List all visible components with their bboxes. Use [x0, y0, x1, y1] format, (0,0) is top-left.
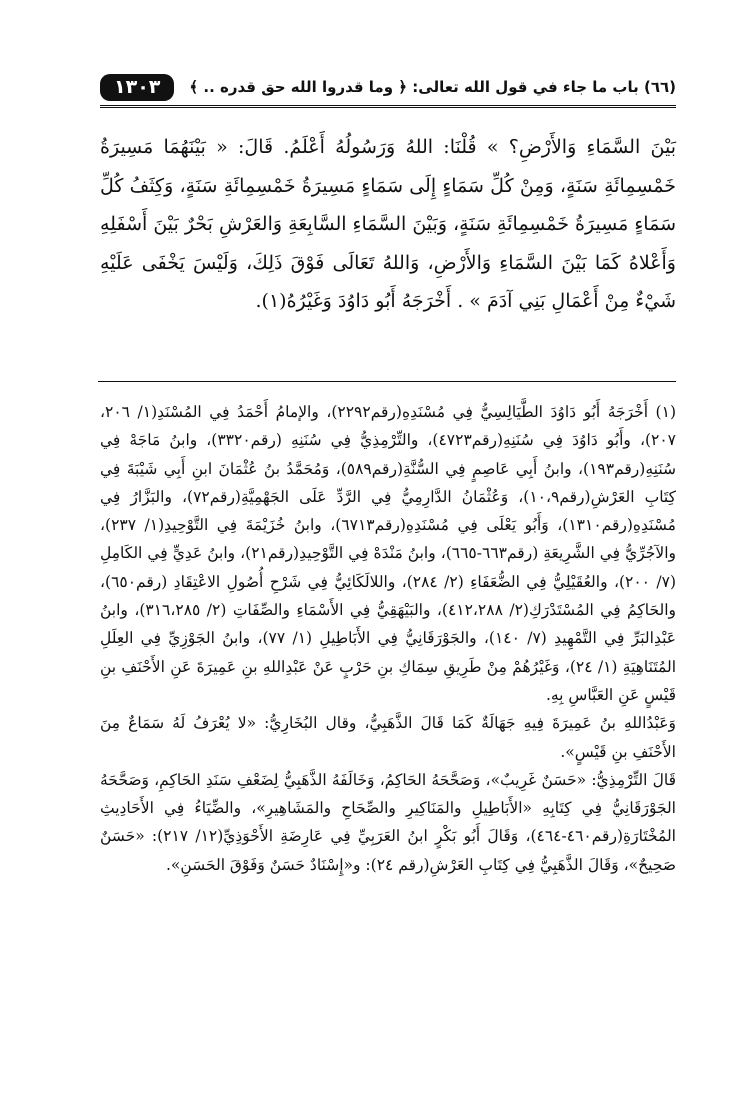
page-header — [100, 72, 676, 102]
footnote-divider — [98, 381, 676, 382]
main-paragraph: بَيْنَ السَّمَاءِ وَالأَرْضِ؟ » قُلْنَا: اللهُ وَرَسُولُهُ أَعْلَمُ. قَالَ: « بَيْنَهُمَا مَسِيرَةُ خَمْسِمِائَةِ سَنَةٍ، وَمِنْ كُلِّ سَمَاءٍ إِلَى سَمَاءٍ مَسِيرَةُ خَمْسِمِائَةِ سَنَةٍ، وَكِثَفُ كُلِّ سَمَاءٍ مَسِيرَةُ خَمْسِمِائَةِ سَنَةٍ، وَبَيْنَ السَّمَاءِ السَّابِعَةِ وَالعَرْشِ بَحْرٌ بَيْنَ أَسْفَلِهِ وَأَعْلاهُ كَمَا بَيْنَ السَّمَاءِ وَالأَرْضِ، وَاللهُ تَعَالَى فَوْقَ ذَلِكَ، وَلَيْسَ يَخْفَى عَلَيْهِ شَيْءٌ مِنْ أَعْمَالِ بَنِي آدَمَ » . أَخْرَجَهُ أَبُو دَاوُدَ وَغَيْرُهُ(١). — [100, 136, 676, 312]
main-text — [100, 128, 676, 321]
footnote-paragraph: (١) أَخْرَجَهُ أَبُو دَاوُدَ الطَّيَالِسِيُّ فِي مُسْنَدِهِ(رقم٢٢٩٢)، والإمامُ أَحْمَدُ فِي المُسْنَدِ(١/ ٢٠٦، ٢٠٧)، وأَبُو دَاوُدَ فِي سُنَنِهِ(رقم٤٧٢٣)، والتِّرْمِذِيُّ فِي سُنَنِهِ (رقم٣٣٢٠)، وابنُ مَاجَهْ فِي سُنَنِهِ(رقم١٩٣)، وابنُ أَبِي عَاصِمٍ فِي السُّنَّةِ(رقم٥٨٩)، وَمُحَمَّدُ بنُ عُثْمَانَ ابنِ أَبِي شَيْبَةَ فِي كِتَابِ العَرْشِ(رقم١٠،٩)، وَعُثْمَانُ الدَّارِمِيُّ فِي الرَّدِّ عَلَى الجَهْمِيَّةِ(رقم٧٢)، والبَزَّارُ فِي مُسْنَدِهِ(رقم١٣١٠)، وَأَبُو يَعْلَى فِي مُسْنَدِهِ(رقم٦٧١٣)، وابنُ خُزَيْمَةَ فِي التَّوْحِيدِ(١/ ٢٣٧)، والآجُرِّيُّ فِي الشَّرِيعَةِ (رقم٦٦٣-٦٦٥)، وابنُ مَنْدَهْ فِي التَّوْحِيدِ(رقم٢١)، وابنُ عَدِيٍّ فِي الكَامِلِ (٧/ ٢٠٠)، والعُقَيْلِيُّ فِي الضُّعَفَاءِ (٢/ ٢٨٤)، واللالَكَائِيُّ فِي شَرْحِ أُصُولِ الاعْتِقَادِ (رقم٦٥٠)، والحَاكِمُ فِي المُسْتَدْرَكِ(٢/ ٤١٢،٢٨٨)، والبَيْهَقِيُّ فِي الأَسْمَاءِ والصِّفَاتِ (٢/ ٣١٦،٢٨٥)، وابنُ عَبْدِالبَرِّ فِي التَّمْهِيدِ (٧/ ١٤٠)، والجَوْرَقَانِيُّ فِي الأَبَاطِيلِ (١/ ٧٧)، وابنُ الجَوْزِيِّ فِي العِلَلِ المُتَنَاهِيَةِ (١/ ٢٤)، وَغَيْرُهُمْ مِنْ طَرِيقِ سِمَاكِ بنِ حَرْبٍ عَنْ عَبْدِاللهِ بنِ عَمِيرَةَ عَنِ الأَحْنَفِ بنِ قَيْسٍ عَنِ العَبَّاسِ بِهِ. — [100, 403, 677, 704]
page-number: ١٣٠٣ — [100, 74, 174, 101]
footnote-paragraph: قَالَ التِّرْمِذِيُّ: «حَسَنٌ غَرِيبٌ»، وَصَحَّحَهُ الحَاكِمُ، وَخَالَفَهُ الذَّهَبِيُّ لِضَعْفِ سَنَدِ الحَاكِمِ، وَصَحَّحَهُ الجَوْرَقَانِيُّ فِي كِتَابِهِ «الأَبَاطِيلِ والمَنَاكِيرِ والصِّحَاحِ والمَشَاهِيرِ»، والضِّيَاءُ فِي الأَحَادِيثِ المُخْتَارَةِ(رقم٤٦٠-٤٦٤)، وَقَالَ أَبُو بَكْرٍ ابنُ العَرَبِيِّ فِي عَارِضَةِ الأَحْوَذِيِّ(١٢/ ٢١٧): «حَسَنٌ صَحِيحٌ»، وَقَالَ الذَّهَبِيُّ فِي كِتَابِ العَرْشِ(رقم ٢٤): و«إِسْنَادٌ حَسَنٌ وَفَوْقَ الحَسَنِ». — [100, 770, 676, 874]
footnote-paragraph: وَعَبْدُاللهِ بنُ عَمِيرَةَ فِيهِ جَهَالَةٌ كَمَا قَالَ الذَّهَبِيُّ، وقال البُخَارِيُّ: «لا يُعْرَفُ لَهُ سَمَاعٌ مِنَ الأَحْنَفِ بنِ قَيْسٍ». — [100, 714, 676, 761]
chapter-title: (٦٦) باب ما جاء في قول الله تعالى: ﴿ وما قدروا الله حق قدره .. ﴾ — [189, 78, 676, 96]
header-divider — [100, 105, 676, 108]
footnotes — [100, 398, 676, 879]
